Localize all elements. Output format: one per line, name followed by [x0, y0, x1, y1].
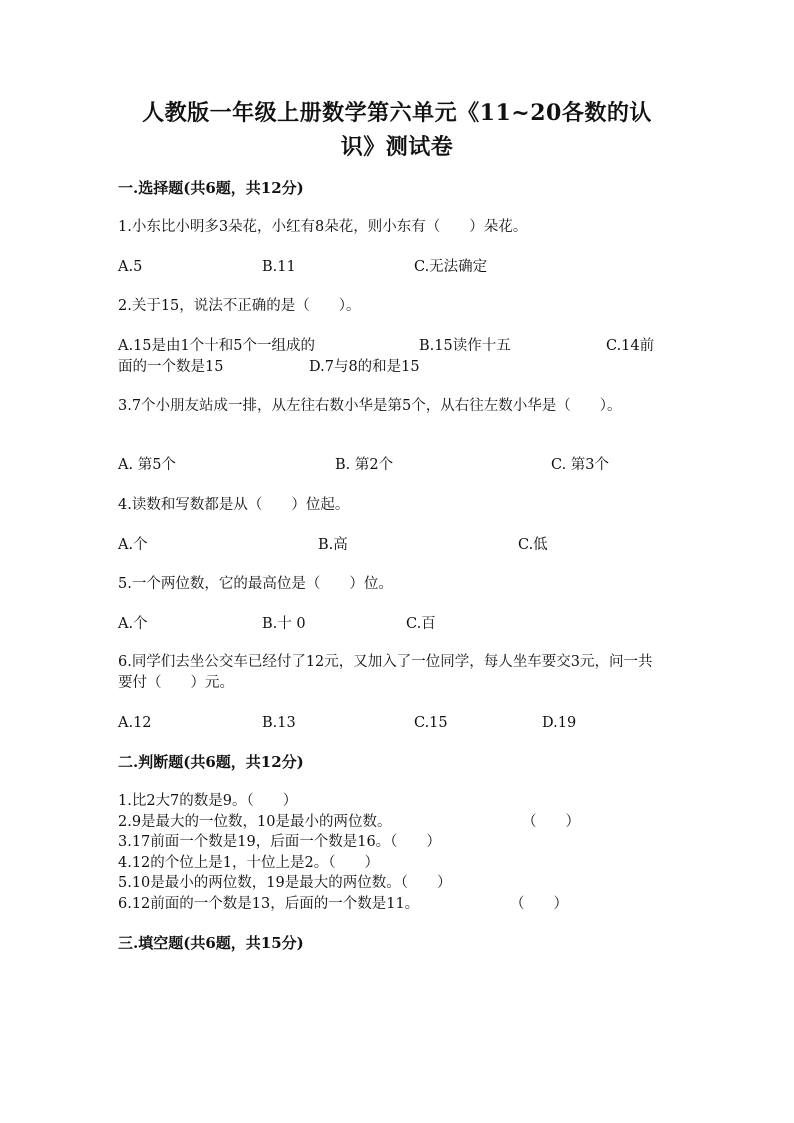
option-c-part2: 面的一个数是15: [118, 359, 224, 375]
option-a: A.个: [118, 616, 148, 632]
judgement-item: 2.9是最大的一位数，10是最小的两位数。: [118, 814, 392, 830]
option-c: C.15: [414, 715, 448, 731]
question-stem: 1.小东比小明多3朵花，小红有8朵花，则小东有（ ）朵花。: [118, 219, 528, 235]
option-a: A.5: [118, 259, 143, 275]
option-b: B.十 0: [262, 616, 306, 632]
judgement-item: 3.17前面一个数是19，后面一个数是16。（ ）: [118, 834, 441, 850]
judgement-item: 1.比2大7的数是9。（ ）: [118, 793, 298, 809]
question-stem: 4.读数和写数都是从（ ）位起。: [118, 497, 350, 513]
answer-paren: （ ）: [510, 896, 568, 912]
title-line-1: 人教版一年级上册数学第六单元《11~20各数的认: [142, 100, 652, 126]
option-d: D.19: [542, 715, 577, 731]
answer-paren: （ ）: [522, 814, 580, 830]
option-a: A.12: [118, 715, 152, 731]
option-c: C.百: [406, 616, 436, 632]
option-b: B. 第2个: [335, 457, 394, 473]
question-stem: 2.关于15，说法不正确的是（ ）。: [118, 298, 361, 314]
option-c: C.低: [518, 537, 548, 553]
option-b: B.高: [318, 537, 348, 553]
question-stem: 3.7个小朋友站成一排，从左往右数小华是第5个，从右往左数小华是（ ）。: [118, 398, 622, 414]
option-c: C.无法确定: [414, 259, 488, 275]
section-heading-judgement: 二.判断题(共6题，共12分): [118, 753, 304, 771]
option-c-part1: C.14前: [606, 338, 655, 354]
section-heading-fill-in: 三.填空题(共6题，共15分): [118, 934, 304, 952]
option-a: A.15是由1个十和5个一组成的: [118, 338, 315, 354]
option-a: A.个: [118, 537, 148, 553]
option-a: A. 第5个: [118, 457, 176, 473]
option-b: B.11: [262, 259, 296, 275]
option-d: D.7与8的和是15: [309, 359, 420, 375]
page-title: [120, 96, 674, 164]
title-line-2: 识》测试卷: [340, 134, 454, 160]
option-c: [606, 336, 654, 357]
question-stem: 5.一个两位数，它的最高位是（ ）位。: [118, 576, 393, 592]
section-heading-choice: 一.选择题(共6题，共12分): [118, 179, 304, 197]
option-b: B.15读作十五: [419, 338, 511, 354]
judgement-item: 5.10是最小的两位数，19是最大的两位数。（ ）: [118, 875, 452, 891]
option-c: C. 第3个: [551, 457, 610, 473]
question-stem: 6.同学们去坐公交车已经付了12元，又加入了一位同学，每人坐车要交3元，问一共要付（ ）元。: [118, 654, 653, 691]
judgement-item: 6.12前面的一个数是13，后面的一个数是11。: [118, 896, 420, 912]
option-b: B.13: [262, 715, 296, 731]
option-c-continued: [118, 357, 223, 378]
judgement-item: 4.12的个位上是1，十位上是2。（ ）: [118, 855, 379, 871]
